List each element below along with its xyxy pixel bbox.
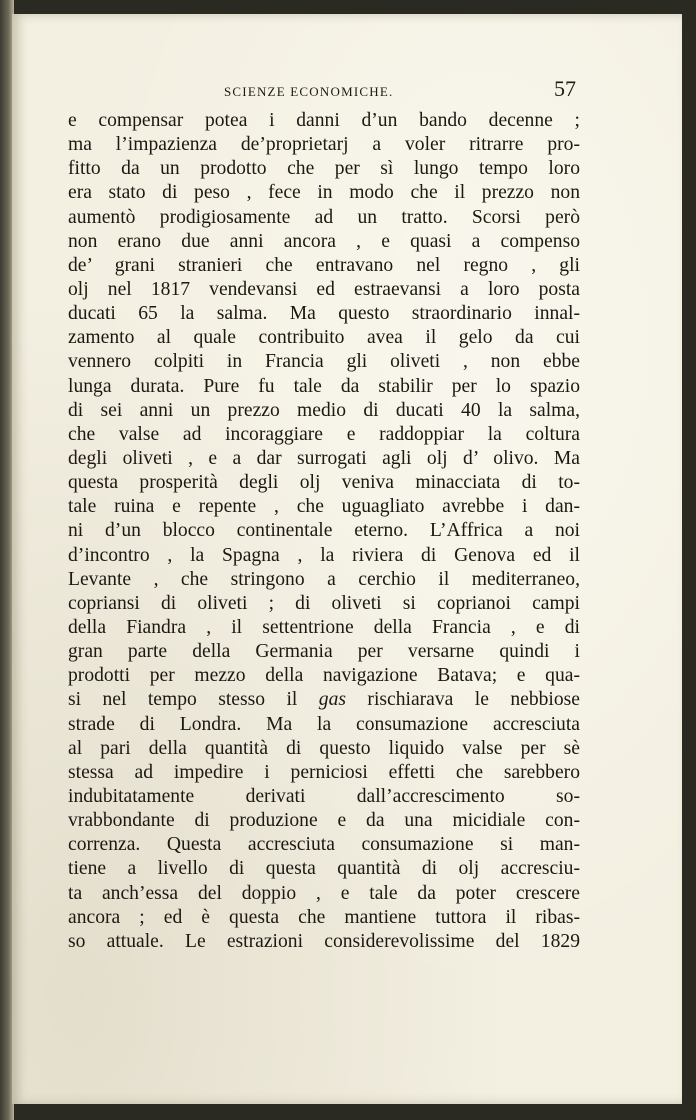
- book-page: [12, 14, 682, 1104]
- text-line: correnza. Questa accresciuta consumazione si man-: [68, 834, 580, 856]
- text-line: ni d’un blocco continentale eterno. L’Affrica a noi: [68, 520, 580, 542]
- text-line: gran parte della Germania per versarne quindi i: [68, 641, 580, 663]
- italic-word: gas: [318, 689, 346, 711]
- text-line: al pari della quantità di questo liquido valse per sè: [68, 737, 580, 759]
- text-line: de’ grani stranieri che entravano nel regno , gli: [68, 254, 580, 276]
- text-line: fitto da un prodotto che per sì lungo tempo loro: [68, 158, 580, 180]
- text-line: non erano due anni ancora , e quasi a compenso: [68, 230, 580, 252]
- page-header: [224, 76, 576, 106]
- text-line: aumentò prodigiosamente ad un tratto. Scorsi però: [68, 206, 580, 228]
- text-line: e compensar potea i danni d’un bando decenne ;: [68, 110, 580, 131]
- text-line: tiene a livello di questa quantità di olj accresciu-: [68, 858, 580, 880]
- text-line: olj nel 1817 vendevansi ed estraevansi a loro posta: [68, 278, 580, 300]
- text-line: prodotti per mezzo della navigazione Batava; e qua-: [68, 665, 580, 687]
- text-line: vennero colpiti in Francia gli oliveti , non ebbe: [68, 351, 580, 373]
- text-line: zamento al quale contribuito avea il gelo da cui: [68, 327, 580, 349]
- text-line: tale ruina e repente , che uguagliato avrebbe i dan-: [68, 496, 580, 518]
- text-line: che valse ad incoraggiare e raddoppiar la coltura: [68, 423, 580, 445]
- text-line: di sei anni un prezzo medio di ducati 40 la salma,: [68, 399, 580, 421]
- text-line: lunga durata. Pure fu tale da stabilir per lo spazio: [68, 375, 580, 397]
- text-line: era stato di peso , fece in modo che il prezzo non: [68, 182, 580, 204]
- text-line: questa prosperità degli olj veniva minacciata di to-: [68, 472, 580, 494]
- running-head: SCIENZE ECONOMICHE.: [224, 84, 394, 99]
- text-line: Levante , che stringono a cerchio il mediterraneo,: [68, 568, 580, 590]
- text-line: ta anch’essa del doppio , e tale da poter crescere: [68, 882, 580, 904]
- text-line: indubitatamente derivati dall’accrescimento so-: [68, 785, 580, 807]
- body-text: [68, 109, 580, 954]
- page-number: 57: [554, 76, 576, 101]
- text-line: si nel tempo stesso il gas rischiarava le nebbiose: [68, 689, 580, 711]
- text-line: vrabbondante di produzione e da una micidiale con-: [68, 810, 580, 832]
- text-line: ducati 65 la salma. Ma questo straordinario innal-: [68, 303, 580, 325]
- text-line: ancora ; ed è questa che mantiene tuttora il ribas-: [68, 906, 580, 928]
- text-line: copriansi di oliveti ; di oliveti si coprianoi campi: [68, 592, 580, 614]
- text-line: della Fiandra , il settentrione della Francia , e di: [68, 616, 580, 638]
- text-line: ma l’impazienza de’proprietarj a voler ritrarre pro-: [68, 134, 580, 156]
- text-line: so attuale. Le estrazioni considerevolissime del 1829: [68, 930, 580, 952]
- text-line: strade di Londra. Ma la consumazione accresciuta: [68, 713, 580, 735]
- text-line: stessa ad impedire i perniciosi effetti che sarebbero: [68, 761, 580, 783]
- text-line: degli oliveti , e a dar surrogati agli olj d’ olivo. Ma: [68, 447, 580, 469]
- text-line: d’incontro , la Spagna , la riviera di Genova ed il: [68, 544, 580, 566]
